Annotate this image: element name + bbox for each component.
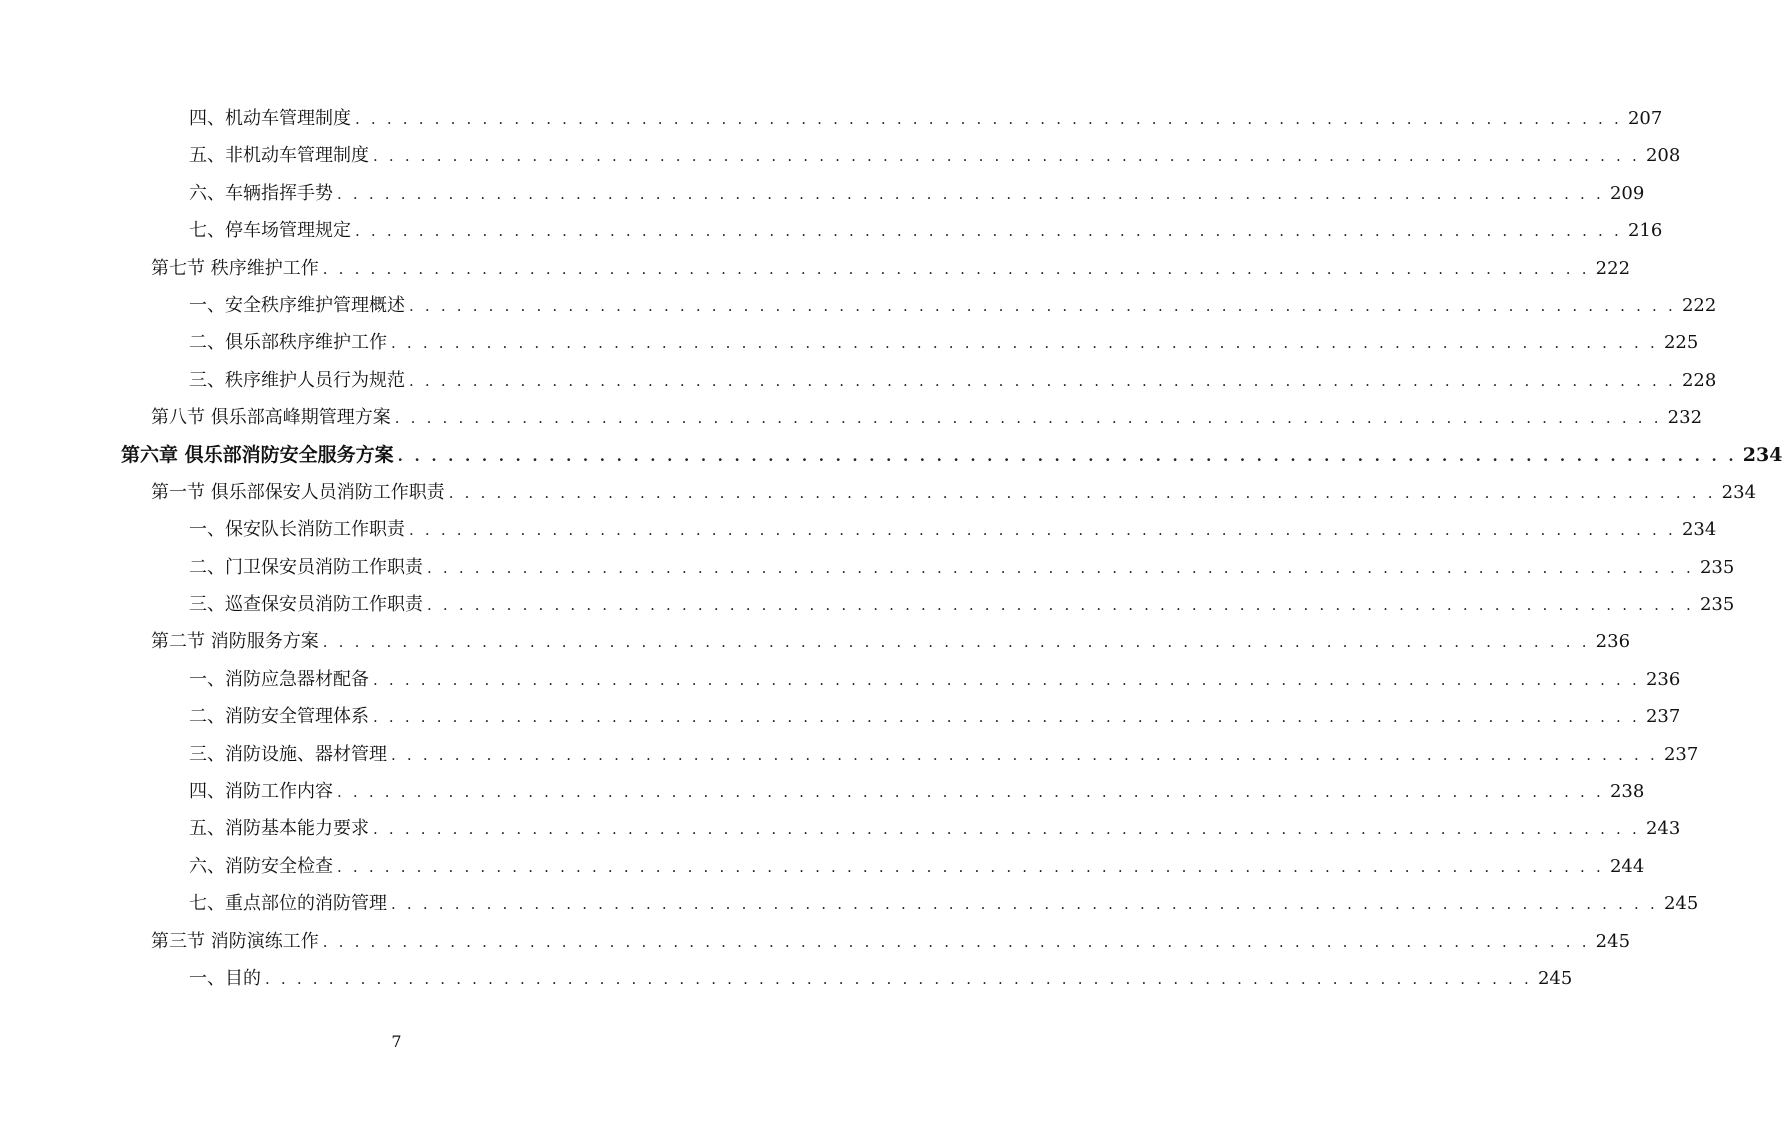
toc-entry-item (0, 549, 1735, 586)
toc-entry-page: 232 (1667, 407, 1703, 429)
toc-entry-title: 二、俱乐部秩序维护工作 (189, 332, 387, 354)
toc-entry-item (0, 362, 1717, 399)
dot-leader: . . . . . . . . . . . . . . . . . . . . . . . . . . . . . . . . . . . . . . . . . . . . . . . . . . . . . . . . . . . . . . . . . . . . . . . . . . . . . . . . (427, 596, 1694, 615)
toc-entry-title: 二、门卫保安员消防工作职责 (189, 556, 423, 578)
dot-leader: . . . . . . . . . . . . . . . . . . . . . . . . . . . . . . . . . . . . . . . . . . . . . . . . . . . . . . . . . . . . . . . . . . . . . . . . . . . . . . . . (265, 969, 1532, 988)
toc-entry-section (0, 923, 1631, 960)
toc-entry-title: 三、消防设施、器材管理 (189, 743, 387, 765)
toc-entry-title: 三、秩序维护人员行为规范 (189, 369, 405, 391)
toc-entry-item (0, 960, 1573, 997)
toc-entry-title: 五、消防基本能力要求 (189, 818, 369, 840)
toc-entry-page: 244 (1609, 855, 1645, 877)
toc-entry-item (0, 885, 1699, 922)
toc-entry-title: 六、消防安全检查 (189, 855, 333, 877)
toc-entry-item (0, 773, 1645, 810)
toc-entry-title: 四、机动车管理制度 (189, 108, 351, 129)
toc-entry-title: 一、目的 (189, 967, 261, 989)
table-of-contents (0, 100, 1782, 997)
toc-entry-page: 237 (1663, 743, 1699, 765)
toc-entry-page: 237 (1645, 706, 1681, 728)
toc-entry-page: 209 (1609, 182, 1645, 204)
toc-entry-title: 第八节 俱乐部高峰期管理方案 (151, 407, 391, 429)
toc-entry-title: 一、消防应急器材配备 (189, 668, 369, 690)
toc-entry-page: 236 (1645, 668, 1681, 690)
dot-leader: . . . . . . . . . . . . . . . . . . . . . . . . . . . . . . . . . . . . . . . . . . . . . . . . . . . . . . . . . . . . . . . . . . . . . . . . . . . . . . . . (394, 409, 1662, 428)
toc-entry-section (0, 623, 1631, 660)
dot-leader: . . . . . . . . . . . . . . . . . . . . . . . . . . . . . . . . . . . . . . . . . . . . . . . . . . . . . . . . . . . . . . . . . . . . . . . . . . . . . . . . (409, 296, 1676, 315)
toc-entry-title: 五、非机动车管理制度 (189, 145, 369, 167)
toc-entry-page: 216 (1627, 220, 1663, 242)
page-number: 7 (391, 1032, 402, 1051)
toc-entry-page: 235 (1699, 556, 1735, 578)
dot-leader: . . . . . . . . . . . . . . . . . . . . . . . . . . . . . . . . . . . . . . . . . . . . . . . . . . . . . . . . . . . . . . . . . . . . . . . . . . . . . . . . (337, 783, 1604, 802)
toc-entry-item (0, 511, 1717, 548)
toc-entry-page: 245 (1537, 967, 1573, 989)
toc-entry-item (0, 137, 1681, 174)
toc-entry-section (0, 399, 1703, 436)
dot-leader: . . . . . . . . . . . . . . . . . . . . . . . . . . . . . . . . . . . . . . . . . . . . . . . . . . . . . . . . . . . . . . . . . . . . . . . . . . . . . . . . (322, 633, 1590, 652)
dot-leader: . . . . . . . . . . . . . . . . . . . . . . . . . . . . . . . . . . . . . . . . . . . . . . . . . . . . . . . . . . . . . . . . . . . . . . . . . . . . . . . . (409, 371, 1676, 390)
toc-entry-page: 222 (1595, 257, 1631, 279)
toc-entry-item (0, 810, 1681, 847)
toc-entry-section (0, 474, 1757, 511)
toc-entry-title: 二、消防安全管理体系 (189, 706, 369, 728)
dot-leader: . . . . . . . . . . . . . . . . . . . . . . . . . . . . . . . . . . . . . . . . . . . . . . . . . . . . . . . . . . . . . . . . . . . . . . . . . . . . . . . . (373, 670, 1640, 689)
toc-entry-page: 234 (1681, 519, 1717, 541)
toc-entry-page: 238 (1609, 781, 1645, 803)
toc-entry-page: 236 (1595, 631, 1631, 653)
dot-leader: . . . . . . . . . . . . . . . . . . . . . . . . . . . . . . . . . . . . . . . . . . . . . . . . . . . . . . . . . . . . . . . . . . . . . . . . . . . . . . . . (448, 483, 1716, 502)
toc-entry-item (0, 324, 1699, 361)
toc-entry-item (0, 175, 1645, 212)
dot-leader: . . . . . . . . . . . . . . . . . . . . . . . . . . . . . . . . . . . . . . . . . . . . . . . . . . . . . . . . . . . . . . . . . . . . . . . . . . . . . . . . (373, 820, 1640, 839)
toc-entry-title: 第七节 秩序维护工作 (151, 257, 319, 279)
toc-entry-title: 第六章 俱乐部消防安全服务方案 (121, 443, 394, 466)
toc-entry-title: 六、车辆指挥手势 (189, 182, 333, 204)
toc-entry-page: 228 (1681, 369, 1717, 391)
toc-entry-title: 第二节 消防服务方案 (151, 631, 319, 653)
dot-leader: . . . . . . . . . . . . . . . . . . . . . . . . . . . . . . . . . . . . . . . . . . . . . . . . . . . . . . . . . . . . . . . . . . . . . . . . . . . . . . . . (409, 521, 1676, 540)
toc-entry-section (0, 250, 1631, 287)
toc-entry-title: 四、消防工作内容 (189, 781, 333, 803)
toc-entry-title: 三、巡查保安员消防工作职责 (189, 594, 423, 616)
toc-entry-item (0, 661, 1681, 698)
dot-leader: . . . . . . . . . . . . . . . . . . . . . . . . . . . . . . . . . . . . . . . . . . . . . . . . . . . . . . . . . . . . . . . . . . . . . . . . . . . . . . . . (391, 895, 1658, 914)
toc-entry-item (0, 287, 1717, 324)
toc-entry-chapter (0, 437, 1782, 474)
toc-entry-page: 234 (1742, 443, 1782, 466)
toc-entry-item (0, 736, 1699, 773)
toc-entry-item (0, 100, 1663, 137)
toc-entry-title: 第三节 消防演练工作 (151, 930, 319, 952)
dot-leader: . . . . . . . . . . . . . . . . . . . . . . . . . . . . . . . . . . . . . . . . . . . . . . . . . . . . . . . . . . . . . . . . . . . . . . . . . . . . . . . . (322, 932, 1590, 951)
toc-entry-title: 一、保安队长消防工作职责 (189, 519, 405, 541)
toc-entry-page: 245 (1595, 930, 1631, 952)
dot-leader: . . . . . . . . . . . . . . . . . . . . . . . . . . . . . . . . . . . . . . . . . . . . . . . . . . . . . . . . . . . . . . . . . . . . . . . . . . . . . . . . (391, 745, 1658, 764)
toc-entry-title: 一、安全秩序维护管理概述 (189, 294, 405, 316)
toc-entry-page: 234 (1721, 481, 1757, 503)
toc-entry-title: 七、重点部位的消防管理 (189, 893, 387, 915)
toc-entry-page: 235 (1699, 594, 1735, 616)
toc-entry-item (0, 586, 1735, 623)
toc-entry-item (0, 212, 1663, 249)
dot-leader: . . . . . . . . . . . . . . . . . . . . . . . . . . . . . . . . . . . . . . . . . . . . . . . . . . . . . . . . . . . . . . . . . . . . . . . . . . . . . . . . (373, 708, 1640, 727)
toc-entry-title: 第一节 俱乐部保安人员消防工作职责 (151, 481, 445, 503)
dot-leader: . . . . . . . . . . . . . . . . . . . . . . . . . . . . . . . . . . . . . . . . . . . . . . . . . . . . . . . . . . . . . . . . . . . . . . . . . . . . . . . . (373, 147, 1640, 166)
dot-leader: . . . . . . . . . . . . . . . . . . . . . . . . . . . . . . . . . . . . . . . . . . . . . . . . . . . . . . . . . . . . . . . . . . . . . . . . . . . . . . . . (427, 558, 1694, 577)
dot-leader: . . . . . . . . . . . . . . . . . . . . . . . . . . . . . . . . . . . . . . . . . . . . . . . . . . . . . . . . . . . . . . . . . . . . . . . . . . . . . . . . (337, 184, 1604, 203)
dot-leader: . . . . . . . . . . . . . . . . . . . . . . . . . . . . . . . . . . . . . . . . . . . . . . . . . . . . . . . . . . . . . . . . . . . . . . . . . . . . . . . . (337, 857, 1604, 876)
toc-entry-item (0, 848, 1645, 885)
toc-entry-page: 222 (1681, 294, 1717, 316)
dot-leader: . . . . . . . . . . . . . . . . . . . . . . . . . . . . . . . . . . . . . . . . . . . . . . . . . . . . . . . . . . . . . . . . . . . . . . . . . . . . . . . . (355, 110, 1622, 128)
dot-leader: . . . . . . . . . . . . . . . . . . . . . . . . . . . . . . . . . . . . . . . . . . . . . . . . . . . . . . . . . . . . . . . . . . . . . . . . . . . . . . . . (322, 259, 1590, 278)
toc-entry-page: 245 (1663, 893, 1699, 915)
toc-entry-page: 207 (1627, 108, 1663, 129)
toc-entry-page: 225 (1663, 332, 1699, 354)
dot-leader: . . . . . . . . . . . . . . . . . . . . . . . . . . . . . . . . . . . . . . . . . . . . . . . . . . . . . . . . . . . . . . . . . . . . . . . . . . . . . . . . (355, 222, 1622, 241)
toc-entry-title: 七、停车场管理规定 (189, 220, 351, 242)
toc-entry-item (0, 698, 1681, 735)
dot-leader: . . . . . . . . . . . . . . . . . . . . . . . . . . . . . . . . . . . . . . . . . . . . . . . . . . . . . . . . . . . . . . . . . . . . . . . . . . . . . . . . (397, 446, 1737, 465)
dot-leader: . . . . . . . . . . . . . . . . . . . . . . . . . . . . . . . . . . . . . . . . . . . . . . . . . . . . . . . . . . . . . . . . . . . . . . . . . . . . . . . . (391, 334, 1658, 353)
toc-entry-page: 208 (1645, 145, 1681, 167)
toc-entry-page: 243 (1645, 818, 1681, 840)
